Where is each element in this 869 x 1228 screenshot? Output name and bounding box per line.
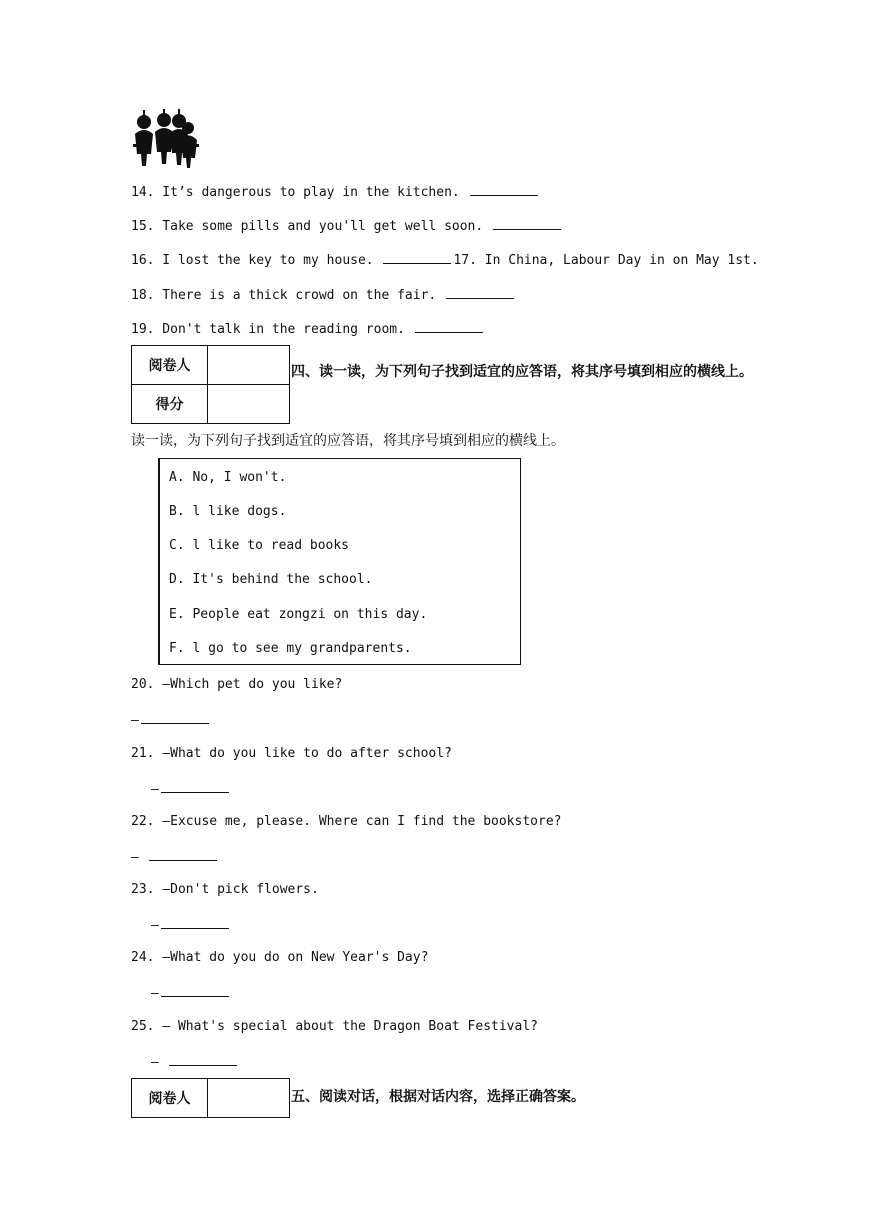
reviewer-label: 阅卷人	[132, 346, 208, 385]
question-23: 23. —Don't pick flowers.	[131, 882, 319, 897]
score-label: 得分	[132, 385, 208, 424]
section4-title: 四、读一读，为下列句子找到适宜的应答语，将其序号填到相应的横线上。	[291, 364, 753, 380]
option-e: E. People eat zongzi on this day.	[169, 607, 428, 622]
question-24: 24. —What do you do on New Year's Day?	[131, 950, 429, 965]
score-field[interactable]	[208, 385, 290, 424]
answer-line-24: —	[151, 984, 231, 1001]
reviewer-field[interactable]	[208, 1079, 290, 1118]
answer-blank-14[interactable]	[470, 183, 538, 196]
children-silhouette-icon	[131, 108, 201, 172]
answer-blank-16[interactable]	[383, 251, 451, 264]
question-14: 14. It’s dangerous to play in the kitchen.	[131, 183, 540, 200]
answer-line-23: —	[151, 916, 231, 933]
answer-blank-15[interactable]	[493, 217, 561, 230]
question-20: 20. —Which pet do you like?	[131, 677, 343, 692]
answer-line-22: —	[131, 848, 219, 865]
answer-blank-19[interactable]	[415, 320, 483, 333]
answer-blank-18[interactable]	[446, 286, 514, 299]
section5-title: 五、阅读对话，根据对话内容，选择正确答案。	[291, 1089, 585, 1105]
answer-line-20: —	[131, 711, 211, 728]
answer-blank-24[interactable]	[161, 984, 229, 997]
question-17: 17. In China, Labour Day in on May 1st.	[453, 253, 759, 268]
option-f: F. l go to see my grandparents.	[169, 641, 412, 656]
option-b: B. l like dogs.	[169, 504, 287, 519]
question-21: 21. —What do you like to do after school?	[131, 746, 452, 761]
question-25: 25. — What's special about the Dragon Boat Festival?	[131, 1019, 538, 1034]
score-table-section5	[131, 1078, 290, 1118]
option-d: D. It's behind the school.	[169, 572, 373, 587]
score-table-section4	[131, 345, 290, 424]
reviewer-label: 阅卷人	[132, 1079, 208, 1118]
answer-blank-21[interactable]	[161, 780, 229, 793]
answer-options-box	[158, 458, 521, 665]
answer-blank-22[interactable]	[149, 848, 217, 861]
answer-blank-25[interactable]	[169, 1053, 237, 1066]
section4-intro: 读一读，为下列句子找到适宜的应答语，将其序号填到相应的横线上。	[131, 433, 565, 449]
question-19: 19. Don't talk in the reading room.	[131, 320, 485, 337]
answer-blank-23[interactable]	[161, 916, 229, 929]
question-18: 18. There is a thick crowd on the fair.	[131, 286, 516, 303]
question-15: 15. Take some pills and you'll get well soon.	[131, 217, 563, 234]
option-c: C. l like to read books	[169, 538, 350, 553]
question-22: 22. —Excuse me, please. Where can I find the bookstore?	[131, 814, 562, 829]
answer-blank-20[interactable]	[141, 711, 209, 724]
answer-line-21: —	[151, 780, 231, 797]
reviewer-field[interactable]	[208, 346, 290, 385]
option-a: A. No, I won't.	[169, 470, 287, 485]
question-16: 16. I lost the key to my house. 17. In China, Labour Day in on May 1st.	[131, 253, 759, 268]
answer-line-25: —	[151, 1053, 239, 1070]
